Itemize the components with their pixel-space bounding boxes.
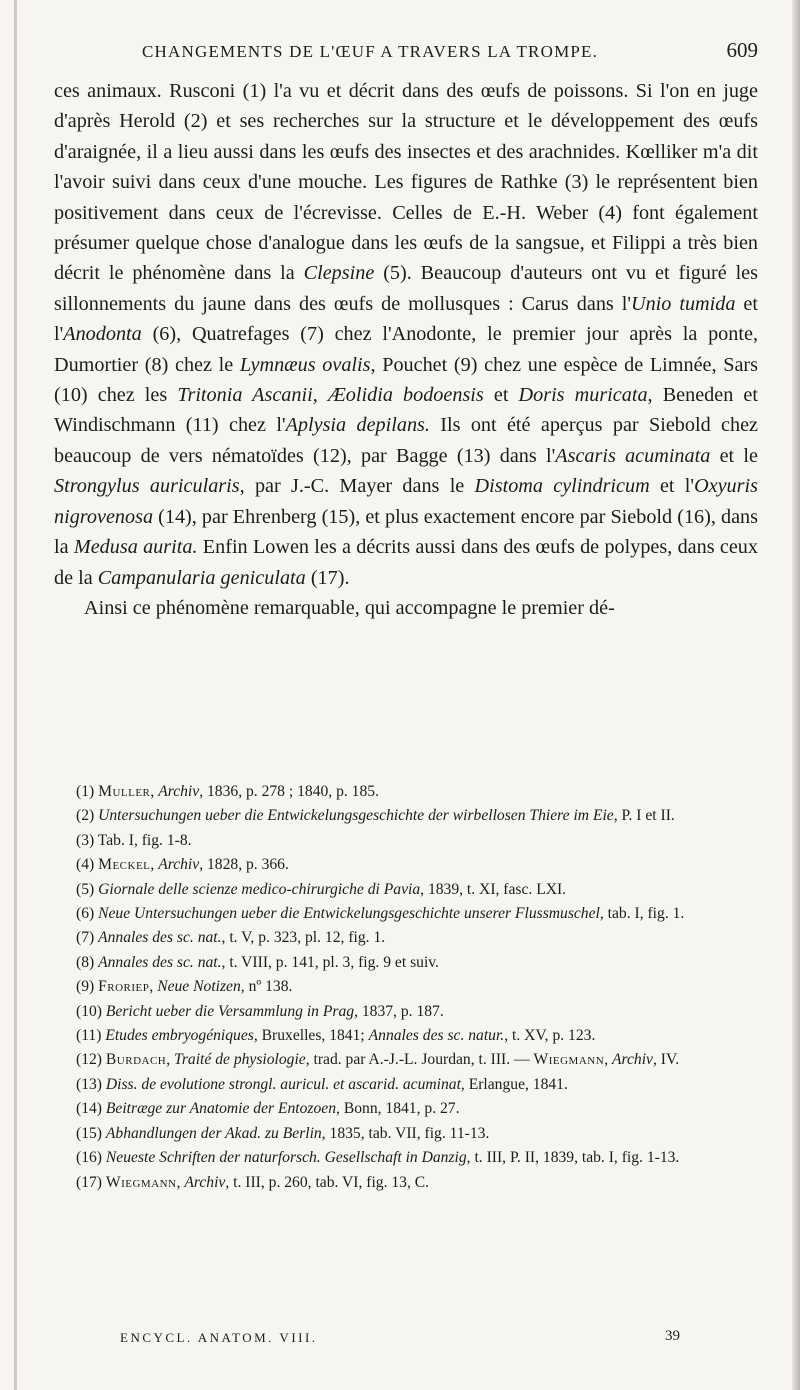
text-run: (13) (76, 1075, 106, 1093)
text-run: , Erlangue, 1841. (460, 1075, 568, 1093)
italic-run: Etudes embryogéniques (105, 1027, 254, 1045)
italic-run: Beitræge zur Anatomie der Entozoen (105, 1100, 337, 1118)
text-run: , Bruxelles, 1841; (253, 1027, 369, 1045)
text-run: (5). Beaucoup d'auteurs ont vu et figuré les sillonnements du jaune dans des œufs de mollusques : Carus dans l' (54, 262, 758, 315)
italic-run: Ascaris acuminata (555, 444, 711, 467)
italic-run: Campanularia geniculata (97, 566, 306, 589)
italic-run: Archiv (158, 856, 200, 874)
text-run: , par J.-C. Mayer dans le (239, 475, 475, 498)
footnote (54, 829, 758, 853)
author-name: Muller (98, 783, 151, 800)
text-run: , (149, 978, 158, 996)
italic-run: Neue Notizen (157, 978, 241, 996)
text-run: , Bonn, 1841, p. 27. (336, 1100, 460, 1118)
italic-run: Archiv (158, 783, 200, 800)
italic-run: Archiv (184, 1173, 226, 1191)
text-run: (9) (76, 978, 99, 996)
italic-run: Medusa aurita. (73, 536, 198, 559)
text-run: Ainsi ce phénomène remarquable, qui accompagne le premier dé- (84, 596, 615, 619)
footnote (54, 1000, 758, 1024)
body-text (54, 76, 758, 623)
text-run: , (604, 1051, 612, 1069)
text-run: , t. III, p. 260, tab. VI, fig. 13, C. (225, 1173, 430, 1191)
text-run: (14) (76, 1100, 106, 1118)
footnote (54, 951, 758, 975)
italic-run: Diss. de evolutione strongl. auricul. et ascarid. acuminat (105, 1075, 461, 1093)
italic-run: Aplysia depilans. (285, 414, 430, 437)
author-name: Wiegmann (105, 1173, 177, 1191)
text-run: (10) (76, 1002, 106, 1020)
text-run: (2) (76, 807, 99, 825)
text-run: , (166, 1051, 175, 1069)
text-run: et l' (54, 292, 758, 346)
text-run: et le (710, 444, 758, 467)
footnote (54, 902, 758, 926)
italic-run: Untersuchungen ueber die Entwickelungsgeschichte der wirbellosen Thiere im Eie (98, 807, 614, 825)
text-run: , 1835, tab. VII, fig. 11-13. (321, 1124, 490, 1142)
text-run: (1) (76, 783, 99, 800)
text-run: , t. XV, p. 123. (504, 1027, 596, 1045)
footnote (54, 804, 758, 828)
page-number: 609 (726, 38, 758, 62)
text-run: (6), Quatrefages (7) chez l'Anodonte, le premier jour après la ponte, Dumortier (8) chez le (54, 323, 758, 376)
running-head: CHANGEMENTS DE L'ŒUF A TRAVERS LA TROMPE. (142, 42, 599, 61)
italic-run: Annales des sc. natur. (368, 1027, 505, 1045)
text-run: , (150, 856, 159, 874)
text-run: , t. VIII, p. 141, pl. 3, fig. 9 et suiv. (221, 953, 439, 971)
author-name: Froriep (98, 978, 150, 996)
italic-run: Anodonta (63, 323, 142, 346)
text-run: , 1837, p. 187. (354, 1002, 444, 1020)
footnote (54, 878, 758, 902)
italic-run: Oxyuris nigrovenosa (54, 475, 758, 528)
italic-run: Bericht ueber die Versammlung in Prag (105, 1002, 355, 1020)
text-run: (16) (76, 1149, 106, 1167)
footnote (54, 926, 758, 950)
text-run: (5) (76, 880, 99, 898)
text-run: , IV. (652, 1051, 680, 1069)
text-run: (11) (76, 1027, 106, 1045)
printer-signature: ENCYCL. ANATOM. VIII. (120, 1330, 318, 1345)
page-header (142, 36, 758, 68)
italic-run: Doris muricata (518, 384, 648, 407)
text-run: (14), par Ehrenberg (15), et plus exactement encore par Siebold (16), dans la (54, 505, 758, 559)
footnotes (54, 780, 758, 1195)
italic-run: Archiv (611, 1051, 653, 1069)
italic-run: Annales des sc. nat. (98, 953, 222, 971)
footnote (54, 975, 758, 999)
italic-run: Distoma cylindricum (474, 475, 650, 498)
footnote (54, 1097, 758, 1121)
author-name: Meckel (98, 856, 151, 874)
italic-run: Traité de physiologie (174, 1051, 306, 1069)
text-run: (4) (76, 856, 99, 874)
text-run: ces animaux. Rusconi (1) l'a vu et décrit dans des œufs de poissons. Si l'on en juge d'après Herold (2) et ses recherches sur la structure et le développement des œufs d'araignée, il a lieu aussi dans les œufs des insectes et des arachnides. Kœlliker m'a dit l'avoir suivi dans ceux d'une mouche. Les figures de Rathke (3) le représentent bien positivement dans ceux de l'écrevisse. Celles de E.-H. Weber (4) font également présumer quelque chose d'analogue dans les œufs de la sangsue, et Filippi a très bien décrit le phénomène dans la (54, 80, 758, 285)
text-run: , t. III, P. II, 1839, tab. I, fig. 1-13. (466, 1149, 680, 1167)
author-name: Wiegmann (533, 1051, 605, 1069)
footnote (54, 1048, 758, 1072)
text-run: , trad. par A.-J.-L. Jourdan, t. III. — (305, 1051, 534, 1069)
italic-run: Giornale delle scienze medico-chirurgiche di Pavia (98, 880, 421, 898)
text-run: (8) (76, 953, 99, 971)
sheet-number: 39 (665, 1328, 680, 1344)
text-run: (15) (76, 1124, 106, 1142)
italic-run: Abhandlungen der Akad. zu Berlin (105, 1124, 322, 1142)
italic-run: Unio tumida (631, 292, 736, 315)
text-run: , tab. I, fig. 1. (599, 905, 685, 923)
italic-run: Annales des sc. nat. (98, 929, 222, 947)
text-run: (7) (76, 929, 99, 947)
footnote (54, 1024, 758, 1048)
footnote (54, 1171, 758, 1195)
text-run: (17) (76, 1173, 106, 1191)
text-run: , 1836, p. 278 ; 1840, p. 185. (199, 783, 379, 800)
text-run: et l' (649, 475, 695, 498)
text-run: , Beneden et Windischmann (11) chez l' (54, 384, 758, 437)
italic-run: Strongylus auricularis (54, 475, 240, 498)
footnote (54, 1122, 758, 1146)
text-run: , t. V, p. 323, pl. 12, fig. 1. (221, 929, 386, 947)
page-right-edge (792, 0, 800, 1390)
footnote (54, 780, 758, 804)
page-gutter-edge (14, 0, 17, 1390)
text-run: , nº 138. (240, 978, 293, 996)
italic-run: Tritonia Ascanii, Æolidia bodoensis (177, 384, 484, 407)
page-footer (120, 1328, 680, 1352)
italic-run: Neue Untersuchungen ueber die Entwickelungsgeschichte unserer Flussmuschel (98, 905, 600, 923)
text-run: (6) (76, 905, 99, 923)
footnote (54, 853, 758, 877)
text-run: , (150, 783, 159, 800)
body-paragraph (54, 76, 758, 593)
text-run: Enfin Lowen les a décrits aussi dans des œufs de polypes, dans ceux de la (54, 536, 758, 589)
text-run: , 1828, p. 366. (199, 856, 289, 874)
body-paragraph (54, 593, 758, 623)
italic-run: Lymnæus ovalis (239, 353, 371, 376)
footnote (54, 1073, 758, 1097)
italic-run: Neueste Schriften der naturforsch. Gesellschaft in Danzig (105, 1149, 467, 1167)
text-run: et (483, 384, 519, 407)
text-run: (3) Tab. I, fig. 1-8. (76, 831, 192, 849)
text-run: , (176, 1173, 185, 1191)
footnote (54, 1146, 758, 1170)
text-run: Ils ont été aperçus par Siebold chez beaucoup de vers nématoïdes (12), par Bagge (13) dans l' (54, 414, 758, 467)
author-name: Burdach (105, 1051, 167, 1069)
text-run: (17). (305, 566, 350, 589)
text-run: , P. I et II. (613, 807, 675, 825)
text-run: (12) (76, 1051, 106, 1069)
italic-run: Clepsine (303, 262, 375, 285)
text-run: , Pouchet (9) chez une espèce de Limnée, Sars (10) chez les (54, 353, 758, 407)
text-run: , 1839, t. XI, fasc. LXI. (420, 880, 567, 898)
